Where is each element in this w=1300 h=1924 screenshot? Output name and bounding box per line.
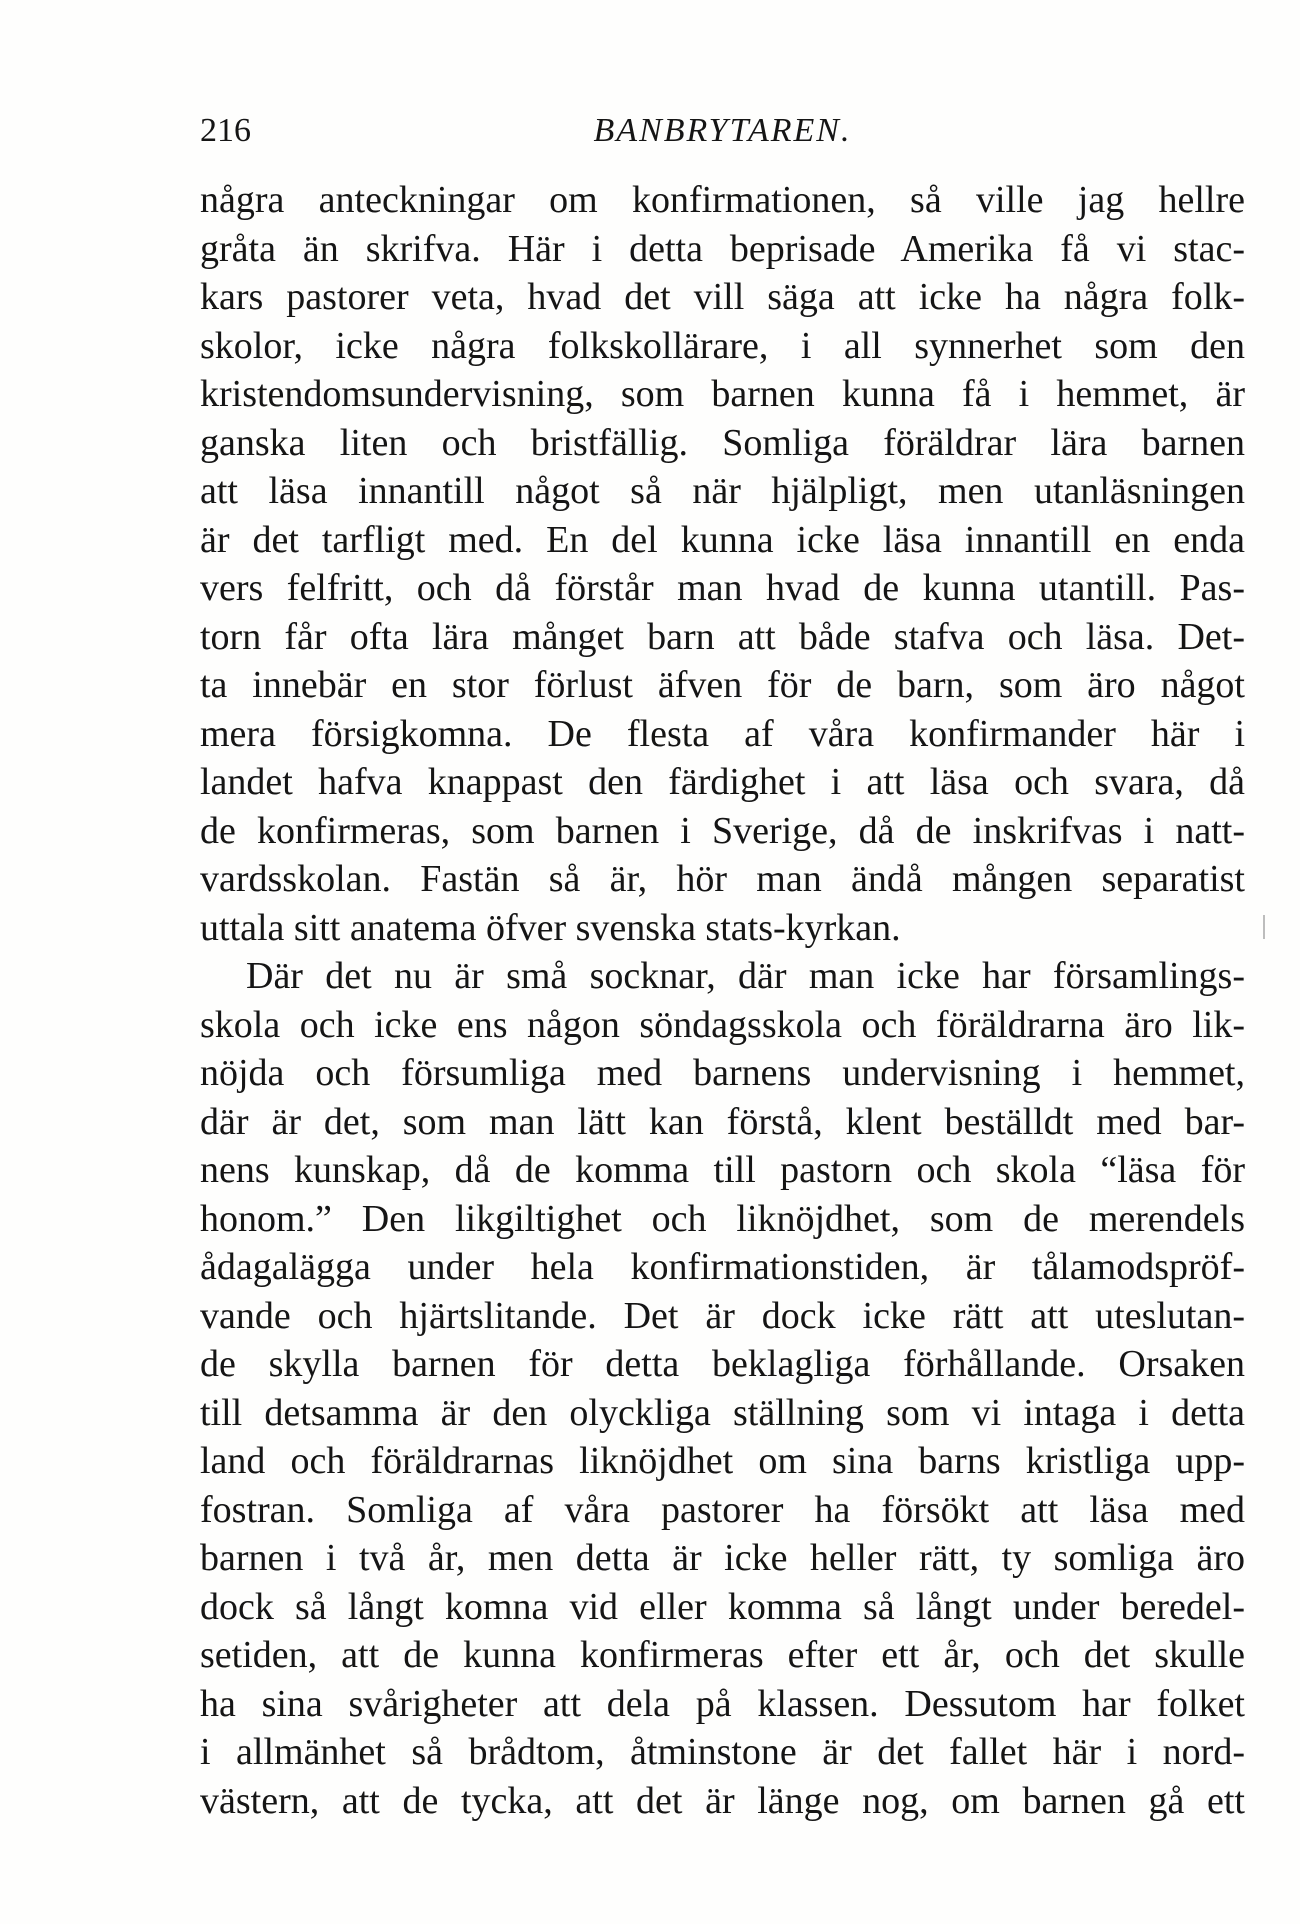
text-line: skolor, icke några folkskollärare, i all synnerhet som den bbox=[200, 324, 1245, 367]
text-line: till detsamma är den olyckliga ställning som vi intaga i detta bbox=[200, 1391, 1245, 1434]
margin-mark bbox=[1263, 915, 1265, 939]
text-line: där är det, som man lätt kan förstå, klent beställdt med bar- bbox=[200, 1100, 1245, 1143]
text-line: de konfirmeras, som barnen i Sverige, då de inskrifvas i natt- bbox=[200, 809, 1245, 852]
text-line: är det tarfligt med. En del kunna icke läsa innantill en enda bbox=[200, 518, 1245, 561]
text-line: ha sina svårigheter att dela på klassen. Dessutom har folket bbox=[200, 1682, 1245, 1725]
running-title: BANBRYTAREN. bbox=[593, 112, 852, 149]
text-line: några anteckningar om konfirmationen, så ville jag hellre bbox=[200, 179, 1245, 221]
text-line: skola och icke ens någon söndagsskola och föräldrarna äro lik- bbox=[200, 1003, 1245, 1046]
page-number: 216 bbox=[200, 112, 251, 149]
paragraph-2 bbox=[200, 952, 1245, 1825]
text-line: nens kunskap, då de komma till pastorn och skola “läsa för bbox=[200, 1149, 1245, 1191]
text-line: nöjda och försumliga med barnens undervisning i hemmet, bbox=[200, 1052, 1245, 1094]
text-line: ganska liten och bristfällig. Somliga föräldrar lära barnen bbox=[200, 421, 1245, 464]
text-line: ta innebär en stor förlust äfven för de barn, som äro något bbox=[200, 664, 1245, 706]
text-line: de skylla barnen för detta beklagliga förhållande. Orsaken bbox=[200, 1343, 1245, 1385]
text-line: i allmänhet så brådtom, åtminstone är det fallet här i nord- bbox=[200, 1731, 1245, 1773]
text-line: torn får ofta lära månget barn att både stafva och läsa. Det- bbox=[200, 615, 1245, 658]
text-line: kars pastorer veta, hvad det vill säga att icke ha några folk- bbox=[200, 276, 1245, 318]
text-line: fostran. Somliga af våra pastorer ha försökt att läsa med bbox=[200, 1488, 1245, 1531]
text-line: ådagalägga under hela konfirmationstiden, är tålamodspröf- bbox=[200, 1246, 1245, 1288]
text-line: honom.” Den likgiltighet och liknöjdhet, som de merendels bbox=[200, 1197, 1245, 1240]
body-text bbox=[200, 176, 1245, 1825]
text-line: vardsskolan. Fastän så är, hör man ändå mången separatist bbox=[200, 858, 1245, 900]
text-line: gråta än skrifva. Här i detta beprisade Amerika få vi stac- bbox=[200, 227, 1245, 270]
text-line: vande och hjärtslitande. Det är dock icke rätt att uteslutan- bbox=[200, 1294, 1245, 1337]
text-line: barnen i två år, men detta är icke heller rätt, ty somliga äro bbox=[200, 1537, 1245, 1579]
text-line: vers felfritt, och då förstår man hvad de kunna utantill. Pas- bbox=[200, 567, 1245, 609]
text-line: setiden, att de kunna konfirmeras efter ett år, och det skulle bbox=[200, 1634, 1245, 1676]
text-line: kristendomsundervisning, som barnen kunna få i hemmet, är bbox=[200, 373, 1245, 415]
text-line: uttala sitt anatema öfver svenska stats-kyrkan. bbox=[200, 906, 901, 949]
text-line: mera försigkomna. De flesta af våra konfirmander här i bbox=[200, 712, 1245, 755]
text-line: Där det nu är små socknar, där man icke har församlings- bbox=[246, 955, 1245, 997]
paragraph-1 bbox=[200, 176, 1245, 952]
text-line: västern, att de tycka, att det är länge nog, om barnen gå ett bbox=[200, 1779, 1245, 1822]
text-line: dock så långt komna vid eller komma så långt under beredel- bbox=[200, 1585, 1245, 1628]
text-line: landet hafva knappast den färdighet i att läsa och svara, då bbox=[200, 761, 1245, 803]
page-header bbox=[200, 108, 1245, 154]
text-line: att läsa innantill något så när hjälpligt, men utanläsningen bbox=[200, 470, 1245, 512]
text-line: land och föräldrarnas liknöjdhet om sina barns kristliga upp- bbox=[200, 1440, 1245, 1482]
